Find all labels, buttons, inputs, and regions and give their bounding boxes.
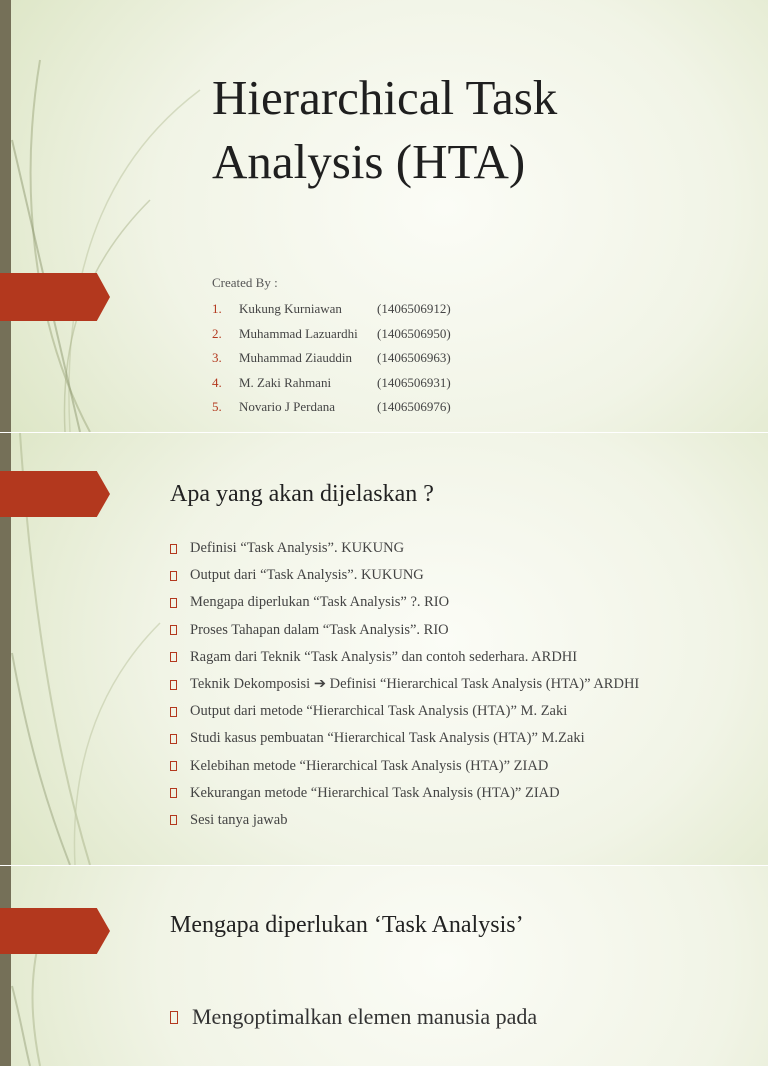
decorative-swoosh	[0, 866, 220, 1066]
author-number: 3.	[212, 350, 222, 366]
author-row	[212, 322, 451, 347]
list-item	[170, 589, 639, 616]
bullet-icon	[170, 571, 177, 581]
author-row	[212, 346, 451, 371]
author-row	[212, 371, 451, 396]
list-item-text: Kekurangan metode “Hierarchical Task Analysis (HTA)” ZIAD	[190, 784, 560, 801]
agenda-list	[170, 535, 639, 834]
list-item	[170, 617, 639, 644]
author-number: 5.	[212, 399, 222, 415]
author-id: (1406506931)	[377, 374, 451, 390]
list-item	[170, 562, 639, 589]
author-row	[212, 395, 451, 420]
slide-title	[212, 66, 732, 194]
author-id: (1406506976)	[377, 399, 451, 415]
list-item-text: Output dari “Task Analysis”. KUKUNG	[190, 567, 424, 584]
author-id: (1406506912)	[377, 301, 451, 317]
created-by-label: Created By :	[212, 275, 278, 290]
title-line-1: Hierarchical Task	[212, 70, 558, 125]
list-item-text: Output dari metode “Hierarchical Task Analysis (HTA)” M. Zaki	[190, 703, 568, 720]
list-item	[170, 753, 639, 780]
list-item-text: Kelebihan metode “Hierarchical Task Analysis (HTA)” ZIAD	[190, 757, 549, 774]
list-item	[170, 698, 639, 725]
author-name: Muhammad Ziauddin	[239, 350, 353, 366]
accent-arrow-tab	[0, 908, 110, 954]
list-item	[170, 644, 639, 671]
bullet-icon	[170, 680, 177, 690]
author-id: (1406506963)	[377, 350, 451, 366]
agenda-slide	[0, 433, 768, 865]
slide-heading: Apa yang akan dijelaskan ?	[170, 481, 434, 507]
list-item-text: Studi kasus pembuatan “Hierarchical Task Analysis (HTA)” M.Zaki	[190, 730, 585, 747]
author-name: Kukung Kurniawan	[239, 301, 342, 317]
bullet-icon	[170, 1011, 178, 1024]
list-item-text: Mengoptimalkan elemen manusia pada	[192, 1004, 538, 1029]
list-item-text: Teknik Dekomposisi ➔ Definisi “Hierarchical Task Analysis (HTA)” ARDHI	[190, 676, 640, 693]
accent-arrow-tab	[0, 273, 110, 321]
slide-heading: Mengapa diperlukan ‘Task Analysis’	[170, 912, 524, 938]
list-item	[170, 671, 639, 698]
author-name: Muhammad Lazuardhi	[239, 325, 358, 341]
reason-slide	[0, 866, 768, 1066]
bullet-icon	[170, 544, 177, 554]
bullet-icon	[170, 761, 177, 771]
list-item-text: Definisi “Task Analysis”. KUKUNG	[190, 540, 405, 557]
author-number: 1.	[212, 301, 222, 317]
author-id: (1406506950)	[377, 325, 451, 341]
author-name: M. Zaki Rahmani	[239, 374, 332, 390]
accent-arrow-tab	[0, 471, 110, 517]
list-item-text: Sesi tanya jawab	[190, 811, 288, 828]
author-number: 4.	[212, 374, 222, 390]
bullet-icon	[170, 815, 177, 825]
list-item-text: Proses Tahapan dalam “Task Analysis”. RIO	[190, 621, 449, 638]
author-row	[212, 297, 451, 322]
bullet-icon	[170, 625, 177, 635]
author-list	[212, 297, 451, 420]
list-item-text: Ragam dari Teknik “Task Analysis” dan contoh sederhara. ARDHI	[190, 648, 578, 665]
bullet-icon	[170, 598, 177, 608]
list-item-text: Mengapa diperlukan “Task Analysis” ?. RIO	[190, 594, 450, 611]
bullet-icon	[170, 788, 177, 798]
list-item	[170, 725, 639, 752]
title-slide	[0, 0, 768, 432]
title-line-2: Analysis (HTA)	[212, 134, 526, 189]
list-item	[170, 780, 639, 807]
bullet-icon	[170, 734, 177, 744]
list-item	[170, 1004, 537, 1030]
author-name: Novario J Perdana	[239, 399, 336, 415]
bullet-icon	[170, 707, 177, 717]
bullet-icon	[170, 652, 177, 662]
decorative-swoosh	[0, 0, 220, 432]
list-item	[170, 807, 639, 834]
author-number: 2.	[212, 325, 222, 341]
list-item	[170, 535, 639, 562]
